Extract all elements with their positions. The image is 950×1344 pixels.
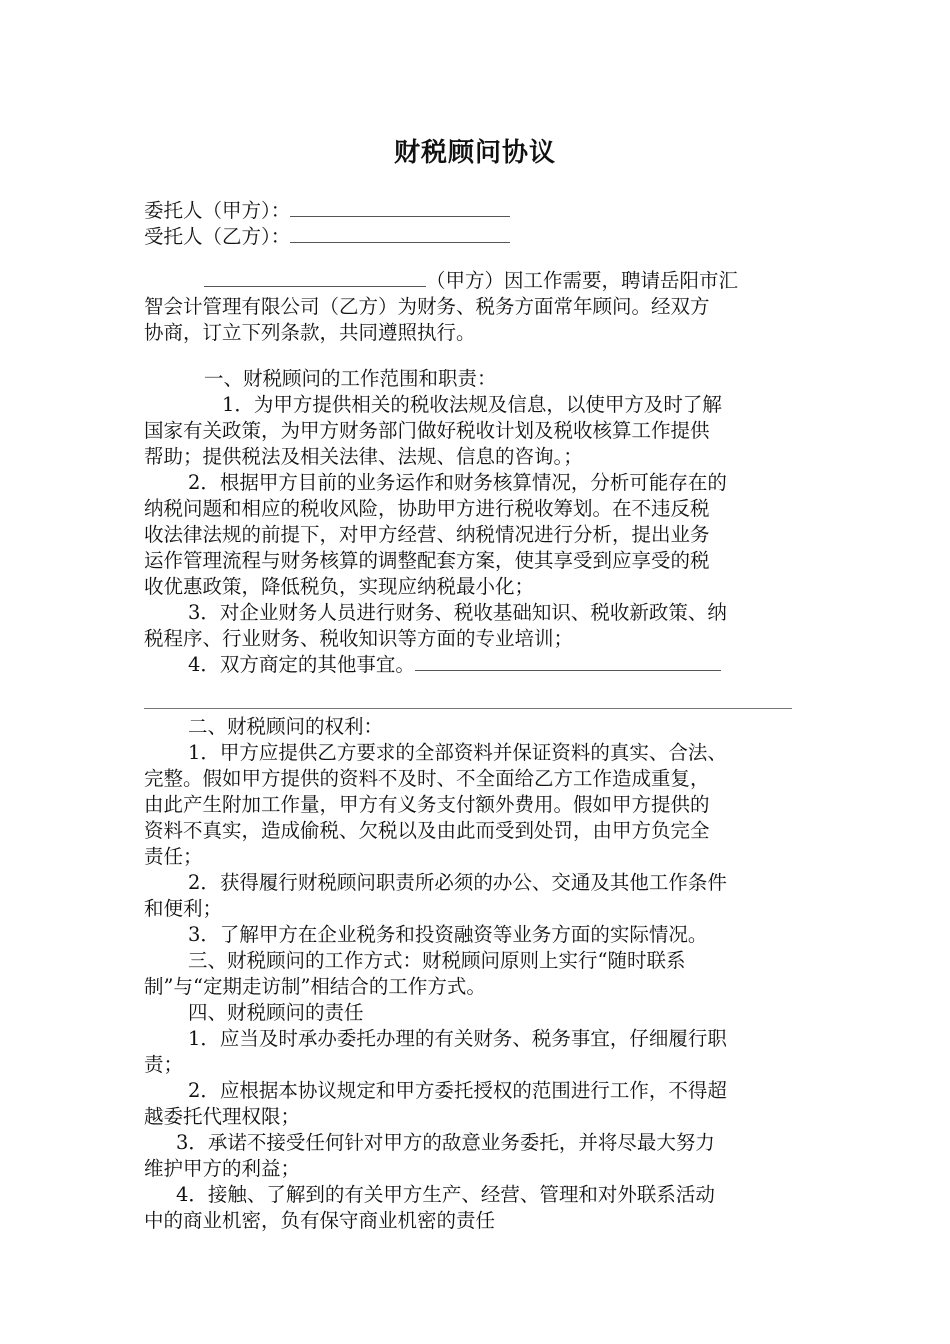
s4-item1-line2: 责； xyxy=(144,1053,184,1076)
s2-item1-line1: 1．甲方应提供乙方要求的全部资料并保证资料的真实、合法、 xyxy=(188,741,727,764)
other-matters-line xyxy=(144,708,792,709)
party-b-label: 受托人（乙方）： xyxy=(144,225,291,248)
intro-line-1: （甲方）因工作需要，聘请岳阳市汇 xyxy=(204,268,738,294)
section3-line1: 三、财税顾问的工作方式：财税顾问原则上实行“随时联系 xyxy=(188,949,686,972)
s4-item1-line1: 1．应当及时承办委托办理的有关财务、税务事宜，仔细履行职 xyxy=(188,1027,727,1050)
s4-item3-line1: 3．承诺不接受任何针对甲方的敌意业务委托，并将尽最大努力 xyxy=(176,1131,715,1154)
s1-item2-line2: 纳税问题和相应的税收风险，协助甲方进行税收筹划。在不违反税 xyxy=(144,497,710,520)
party-a-line xyxy=(144,198,510,224)
s1-item1-line2: 国家有关政策，为甲方财务部门做好税收计划及税收核算工作提供 xyxy=(144,419,710,442)
party-a-label: 委托人（甲方）： xyxy=(144,199,291,222)
intro-line-3: 协商，订立下列条款，共同遵照执行。 xyxy=(144,321,476,344)
s2-item1-line3: 由此产生附加工作量，甲方有义务支付额外费用。假如甲方提供的 xyxy=(144,793,710,816)
s2-item3-line1: 3．了解甲方在企业税务和投资融资等业务方面的实际情况。 xyxy=(188,923,708,946)
document-title: 财税顾问协议 xyxy=(393,138,556,168)
party-a-name-blank xyxy=(204,268,426,287)
s4-item4-line1: 4．接触、了解到的有关甲方生产、经营、管理和对外联系活动 xyxy=(176,1183,715,1206)
s1-item1-line1: 1．为甲方提供相关的税收法规及信息，以使甲方及时了解 xyxy=(222,393,722,416)
s4-item4-line2: 中的商业机密，负有保守商业机密的责任 xyxy=(144,1209,496,1232)
s2-item1-line4: 资料不真实，造成偷税、欠税以及由此而受到处罚，由甲方负完全 xyxy=(144,819,710,842)
s1-item3-line1: 3．对企业财务人员进行财务、税收基础知识、税收新政策、纳 xyxy=(188,601,727,624)
party-a-blank xyxy=(290,198,510,217)
s1-item2-line5: 收优惠政策，降低税负，实现应纳税最小化； xyxy=(144,575,535,598)
s2-item1-line2: 完整。假如甲方提供的资料不及时、不全面给乙方工作造成重复， xyxy=(144,767,710,790)
section1-heading: 一、财税顾问的工作范围和职责： xyxy=(204,367,497,390)
s1-item2-line4: 运作管理流程与财务核算的调整配套方案，使其享受到应享受的税 xyxy=(144,549,710,572)
s1-item4-line1: 4．双方商定的其他事宜。 xyxy=(188,652,721,678)
s2-item2-line2: 和便利； xyxy=(144,897,223,920)
party-b-blank xyxy=(290,224,510,243)
s2-item2-line1: 2．获得履行财税顾问职责所必须的办公、交通及其他工作条件 xyxy=(188,871,727,894)
other-matters-blank xyxy=(415,652,721,671)
intro-line-2: 智会计管理有限公司（乙方）为财务、税务方面常年顾问。经双方 xyxy=(144,295,710,318)
s2-item1-line5: 责任； xyxy=(144,845,203,868)
s4-item3-line2: 维护甲方的利益； xyxy=(144,1157,301,1180)
s4-item2-line2: 越委托代理权限； xyxy=(144,1105,301,1128)
section4-heading: 四、财税顾问的责任 xyxy=(188,1001,364,1024)
s1-item2-line3: 收法律法规的前提下，对甲方经营、纳税情况进行分析，提出业务 xyxy=(144,523,710,546)
section2-heading: 二、财税顾问的权利： xyxy=(188,715,384,738)
section3-line2: 制”与“定期走访制”相结合的工作方式。 xyxy=(144,975,486,998)
party-b-line xyxy=(144,224,510,250)
s1-item1-line3: 帮助；提供税法及相关法律、法规、信息的咨询。； xyxy=(144,445,583,468)
s1-item2-line1: 2．根据甲方目前的业务运作和财务核算情况，分析可能存在的 xyxy=(188,471,727,494)
s4-item2-line1: 2．应根据本协议规定和甲方委托授权的范围进行工作，不得超 xyxy=(188,1079,727,1102)
s1-item3-line2: 税程序、行业财务、税收知识等方面的专业培训； xyxy=(144,627,574,650)
